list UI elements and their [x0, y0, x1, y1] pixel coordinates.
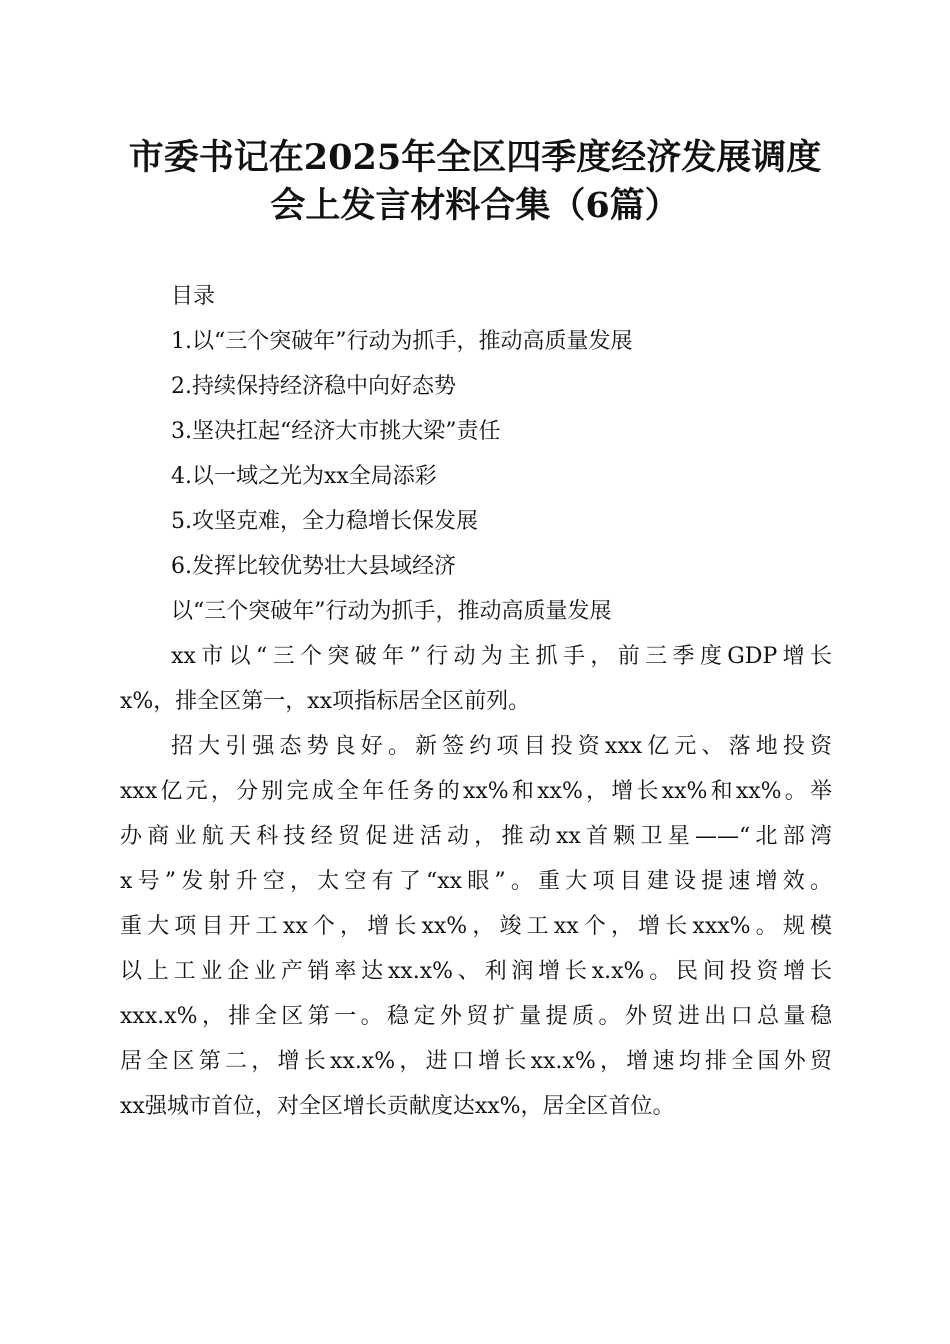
paragraph-1-line-2: x%，排全区第一，xx项指标居全区前列。 [120, 689, 531, 714]
paragraph-2-line-9: xx强城市首位，对全区增长贡献度达xx%，居全区首位。 [120, 1094, 675, 1119]
paragraph-2-line-3: 办商业航天科技经贸促进活动，推动xx首颗卫星——“北部湾 [120, 824, 832, 849]
document-title-line-2: 会上发言材料合集（6篇） [270, 185, 680, 226]
paragraph-1-line-1: xx市以“三个突破年”行动为主抓手，前三季度GDP增长 [171, 644, 832, 669]
paragraph-2-line-1: 招大引强态势良好。新签约项目投资xxx亿元、落地投资 [171, 734, 832, 759]
toc-heading: 目录 [171, 284, 216, 309]
paragraph-2-line-5: 重大项目开工xx个，增长xx%，竣工xx个，增长xxx%。规模 [120, 914, 832, 939]
paragraph-2-line-4: x号”发射升空，太空有了“xx眼”。重大项目建设提速增效。 [120, 869, 832, 894]
paragraph-2-line-7: xxx.x%，排全区第一。稳定外贸扩量提质。外贸进出口总量稳 [120, 1004, 832, 1029]
document-body [120, 274, 832, 1129]
paragraph-2-line-2: xxx亿元，分别完成全年任务的xx%和xx%，增长xx%和xx%。举 [120, 779, 832, 804]
toc-item-1[interactable]: 1.以“三个突破年”行动为抓手，推动高质量发展 [171, 329, 633, 354]
toc-item-6[interactable]: 6.发挥比较优势壮大县域经济 [171, 554, 456, 579]
paragraph-2-line-8: 居全区第二，增长xx.x%，进口增长xx.x%，增速均排全国外贸 [120, 1049, 832, 1074]
document-title-line-1: 市委书记在2025年全区四季度经济发展调度 [128, 137, 822, 178]
toc-item-3[interactable]: 3.坚决扛起“经济大市挑大梁”责任 [171, 419, 501, 444]
paragraph-2-line-6: 以上工业企业产销率达xx.x%、利润增长x.x%。民间投资增长 [120, 959, 832, 984]
section-title: 以“三个突破年”行动为抓手，推动高质量发展 [171, 599, 612, 624]
toc-item-2[interactable]: 2.持续保持经济稳中向好态势 [171, 374, 456, 399]
toc-item-4[interactable]: 4.以一域之光为xx全局添彩 [171, 464, 437, 489]
toc-item-5[interactable]: 5.攻坚克难，全力稳增长保发展 [171, 509, 478, 534]
